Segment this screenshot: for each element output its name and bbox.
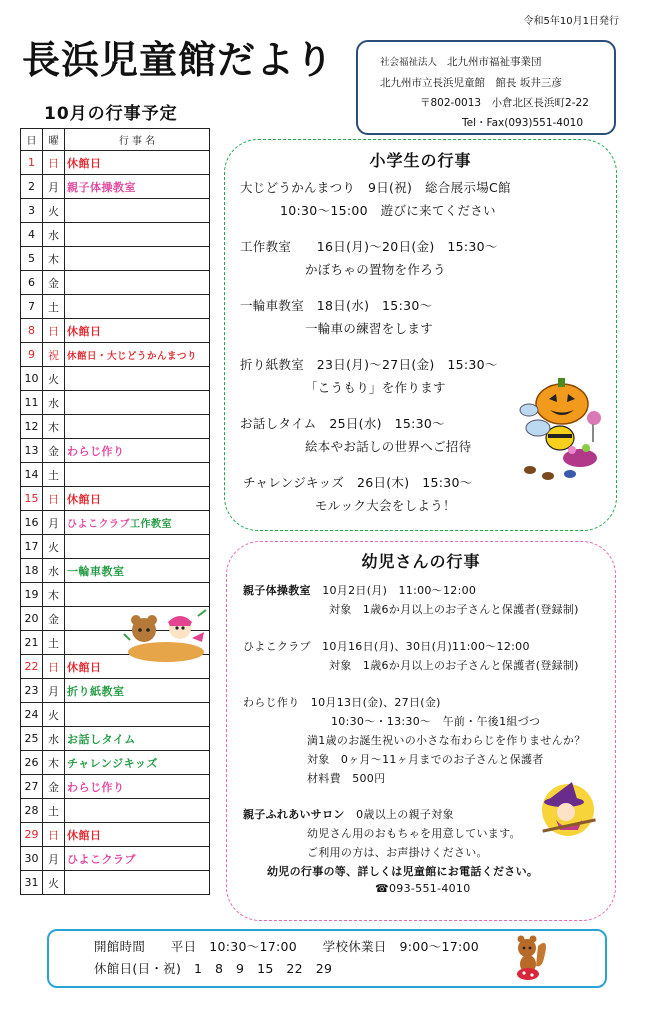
- org-info-box: [356, 40, 616, 135]
- schedule-row: [21, 223, 210, 247]
- schedule-row: [21, 151, 210, 175]
- opening-hours: 開館時間 平日 10:30～17:00 学校休業日 9:00～17:00: [94, 939, 480, 954]
- schedule-event: [65, 511, 210, 535]
- org-line-2: 北九州市立長浜児童館 館長 坂井三彦: [380, 77, 562, 89]
- schedule-event-label: チャレンジキッズ: [67, 756, 158, 770]
- schedule-title: 10月の行事予定: [44, 104, 178, 124]
- parent-gym-line: [243, 582, 476, 598]
- schedule-weekday: 月: [43, 511, 65, 535]
- schedule-row: [21, 583, 210, 607]
- schedule-event: [65, 415, 210, 439]
- schedule-event-label: わらじ作り: [67, 780, 125, 794]
- schedule-event: [65, 703, 210, 727]
- schedule-event-label: ひよこクラブ: [67, 852, 136, 866]
- schedule-table: [20, 128, 210, 895]
- witch-illustration: [534, 780, 604, 838]
- schedule-day: 9: [21, 343, 43, 367]
- schedule-weekday: 水: [43, 391, 65, 415]
- schedule-event: [65, 319, 210, 343]
- parent-gym-target: 対象 1歳6か月以上のお子さんと保護者(登録制): [329, 603, 579, 616]
- schedule-day: 22: [21, 655, 43, 679]
- waraji-line: わらじ作り 10月13日(金)、27日(金): [243, 696, 441, 709]
- schedule-weekday: 火: [43, 871, 65, 895]
- schedule-day: 4: [21, 223, 43, 247]
- schedule-event: [65, 799, 210, 823]
- schedule-weekday: 土: [43, 463, 65, 487]
- schedule-row: [21, 727, 210, 751]
- schedule-event-label: お話しタイム: [67, 732, 136, 746]
- schedule-weekday: 日: [43, 319, 65, 343]
- org-line-1: [380, 52, 604, 73]
- schedule-event: [65, 151, 210, 175]
- schedule-day: 5: [21, 247, 43, 271]
- schedule-day: 18: [21, 559, 43, 583]
- schedule-day: 3: [21, 199, 43, 223]
- schedule-weekday: 土: [43, 295, 65, 319]
- schedule-event-label: 折り紙教室: [67, 684, 125, 698]
- schedule-weekday: 月: [43, 847, 65, 871]
- hiyoko-line: ひよこクラブ 10月16日(月)、30日(月)11:00～12:00: [243, 640, 530, 653]
- unicycle-desc: 一輪車の練習をします: [305, 321, 434, 336]
- salon-desc: 幼児さん用のおもちゃを用意しています。: [307, 827, 521, 840]
- schedule-weekday: 金: [43, 607, 65, 631]
- schedule-event-label: わらじ作り: [67, 444, 125, 458]
- schedule-event-label: 休館日・大じどうかんまつり: [67, 350, 198, 362]
- parent-gym-name: 親子体操教室: [243, 584, 311, 597]
- org-name: 北九州市福祉事業団: [447, 56, 542, 68]
- schedule-event: [65, 487, 210, 511]
- schedule-weekday: 水: [43, 223, 65, 247]
- schedule-weekday: 水: [43, 559, 65, 583]
- schedule-row: [21, 439, 210, 463]
- schedule-day: 27: [21, 775, 43, 799]
- waraji-target: 対象 0ヶ月～11ヶ月までのお子さんと保護者: [307, 753, 544, 766]
- schedule-event: [65, 295, 210, 319]
- parent-gym-time: 10月2日(月) 11:00～12:00: [322, 584, 477, 597]
- schedule-event: [65, 727, 210, 751]
- schedule-event: [65, 199, 210, 223]
- page-title: 長浜児童館だより: [22, 38, 335, 82]
- schedule-day: 25: [21, 727, 43, 751]
- org-phone: Tel・Fax(093)551-4010: [462, 117, 584, 129]
- header-day: 日: [21, 129, 43, 151]
- elementary-title: 小学生の行事: [369, 151, 472, 170]
- schedule-event: [65, 343, 210, 367]
- schedule-event: [65, 367, 210, 391]
- schedule-row: [21, 391, 210, 415]
- schedule-day: 28: [21, 799, 43, 823]
- schedule-event: [65, 583, 210, 607]
- schedule-event-label: 一輪車教室: [67, 564, 125, 578]
- salon-name: 親子ふれあいサロン: [243, 808, 345, 821]
- schedule-weekday: 日: [43, 487, 65, 511]
- schedule-day: 12: [21, 415, 43, 439]
- schedule-row: [21, 175, 210, 199]
- schedule-weekday: 木: [43, 415, 65, 439]
- schedule-row: [21, 463, 210, 487]
- header-event: 行 事 名: [65, 129, 210, 151]
- schedule-weekday: 水: [43, 727, 65, 751]
- schedule-weekday: 木: [43, 583, 65, 607]
- schedule-day: 16: [21, 511, 43, 535]
- preschool-phone: ☎093-551-4010: [375, 882, 471, 895]
- squirrel-illustration: [512, 932, 548, 982]
- schedule-day: 2: [21, 175, 43, 199]
- schedule-weekday: 木: [43, 751, 65, 775]
- schedule-event: [65, 175, 210, 199]
- challenge-desc: モルック大会をしよう！: [315, 498, 456, 513]
- schedule-row: [21, 415, 210, 439]
- schedule-row: [21, 703, 210, 727]
- schedule-row: [21, 679, 210, 703]
- schedule-weekday: 火: [43, 535, 65, 559]
- schedule-day: 8: [21, 319, 43, 343]
- schedule-row: [21, 367, 210, 391]
- preschool-title: 幼児さんの行事: [361, 552, 481, 571]
- waraji-time: 10:30～・13:30～ 午前・午後1組づつ: [331, 715, 541, 728]
- schedule-day: 1: [21, 151, 43, 175]
- festival-time: 10:30～15:00 遊びに来てください: [280, 203, 496, 218]
- pumpkin-bee-illustration: [514, 366, 606, 484]
- schedule-event: [65, 391, 210, 415]
- schedule-header-row: [21, 129, 210, 151]
- schedule-row: [21, 559, 210, 583]
- schedule-weekday: 土: [43, 799, 65, 823]
- schedule-weekday: 木: [43, 247, 65, 271]
- schedule-weekday: 金: [43, 775, 65, 799]
- schedule-day: 20: [21, 607, 43, 631]
- schedule-weekday: 月: [43, 175, 65, 199]
- schedule-event: [65, 679, 210, 703]
- schedule-day: 10: [21, 367, 43, 391]
- schedule-weekday: 祝: [43, 343, 65, 367]
- schedule-day: 31: [21, 871, 43, 895]
- children-illustration: [122, 606, 208, 666]
- storytime-desc: 絵本やお話しの世界へご招待: [305, 439, 472, 454]
- schedule-event-label: 休館日: [67, 156, 102, 170]
- schedule-day: 24: [21, 703, 43, 727]
- schedule-row: [21, 319, 210, 343]
- challenge-line: チャレンジキッズ 26日(木) 15:30～: [243, 475, 473, 490]
- unicycle-line: 一輪車教室 18日(水) 15:30～: [240, 298, 433, 313]
- waraji-desc: 満1歳のお誕生祝いの小さな布わらじを作りませんか？: [307, 734, 586, 747]
- craft-line: 工作教室 16日(月)～20日(金) 15:30～: [240, 239, 498, 254]
- org-address: 〒802-0013 小倉北区長浜町2-22: [420, 97, 589, 109]
- schedule-day: 23: [21, 679, 43, 703]
- schedule-weekday: 日: [43, 823, 65, 847]
- schedule-event-label: 休館日: [67, 324, 102, 338]
- schedule-day: 6: [21, 271, 43, 295]
- schedule-event: [65, 775, 210, 799]
- schedule-event: [65, 223, 210, 247]
- schedule-event-label: 休館日: [67, 492, 102, 506]
- salon-line: [243, 806, 454, 822]
- schedule-row: [21, 511, 210, 535]
- schedule-day: 14: [21, 463, 43, 487]
- origami-line: 折り紙教室 23日(月)～27日(金) 15:30～: [240, 357, 498, 372]
- schedule-event: [65, 271, 210, 295]
- schedule-row: [21, 247, 210, 271]
- preschool-events-panel: [226, 541, 616, 921]
- schedule-event: [65, 535, 210, 559]
- salon-target: 0歳以上の親子対象: [356, 808, 454, 821]
- schedule-weekday: 月: [43, 679, 65, 703]
- schedule-event-label: ひよこクラブ: [67, 519, 130, 530]
- schedule-row: [21, 799, 210, 823]
- schedule-event-label: 親子体操教室: [67, 180, 136, 194]
- schedule-row: [21, 847, 210, 871]
- schedule-weekday: 日: [43, 151, 65, 175]
- hiyoko-target: 対象 1歳6か月以上のお子さんと保護者(登録制): [329, 659, 579, 672]
- waraji-fee: 材料費 500円: [307, 772, 386, 785]
- schedule-day: 11: [21, 391, 43, 415]
- schedule-event: [65, 439, 210, 463]
- schedule-event-label-2: 工作教室: [130, 519, 172, 530]
- schedule-event: [65, 463, 210, 487]
- schedule-row: [21, 295, 210, 319]
- schedule-day: 17: [21, 535, 43, 559]
- schedule-event: [65, 559, 210, 583]
- schedule-weekday: 金: [43, 271, 65, 295]
- schedule-day: 19: [21, 583, 43, 607]
- schedule-weekday: 金: [43, 439, 65, 463]
- schedule-event: [65, 871, 210, 895]
- salon-desc-2: ご利用の方は、お声掛けください。: [307, 846, 488, 859]
- schedule-row: [21, 535, 210, 559]
- schedule-day: 13: [21, 439, 43, 463]
- schedule-row: [21, 751, 210, 775]
- schedule-row: [21, 343, 210, 367]
- schedule-weekday: 火: [43, 367, 65, 391]
- origami-desc: 「こうもり」を作ります: [305, 380, 446, 395]
- closed-days: 休館日(日・祝) 1 8 9 15 22 29: [94, 961, 333, 976]
- schedule-row: [21, 271, 210, 295]
- issue-date: 令和5年10月1日発行: [523, 16, 619, 27]
- schedule-event: [65, 751, 210, 775]
- schedule-weekday: 土: [43, 631, 65, 655]
- schedule-event-label: 休館日: [67, 660, 102, 674]
- header-dow: 曜: [43, 129, 65, 151]
- schedule-day: 21: [21, 631, 43, 655]
- festival-line: 大じどうかんまつり 9日(祝) 総合展示場C館: [240, 180, 511, 195]
- schedule-row: [21, 823, 210, 847]
- schedule-weekday: 火: [43, 199, 65, 223]
- schedule-event-label: 休館日: [67, 828, 102, 842]
- schedule-row: [21, 199, 210, 223]
- schedule-weekday: 日: [43, 655, 65, 679]
- storytime-line: お話しタイム 25日(水) 15:30～: [240, 416, 445, 431]
- schedule-day: 26: [21, 751, 43, 775]
- preschool-note: 幼児の行事の等、詳しくは児童館にお電話ください。: [267, 865, 539, 878]
- schedule-day: 7: [21, 295, 43, 319]
- schedule-event: [65, 247, 210, 271]
- schedule-day: 30: [21, 847, 43, 871]
- schedule-event: [65, 823, 210, 847]
- schedule-row: [21, 871, 210, 895]
- schedule-row: [21, 775, 210, 799]
- org-label: 社会福祉法人: [380, 57, 438, 68]
- schedule-day: 29: [21, 823, 43, 847]
- craft-desc: かぼちゃの置物を作ろう: [305, 262, 446, 277]
- schedule-row: [21, 487, 210, 511]
- schedule-weekday: 火: [43, 703, 65, 727]
- schedule-day: 15: [21, 487, 43, 511]
- schedule-event: [65, 847, 210, 871]
